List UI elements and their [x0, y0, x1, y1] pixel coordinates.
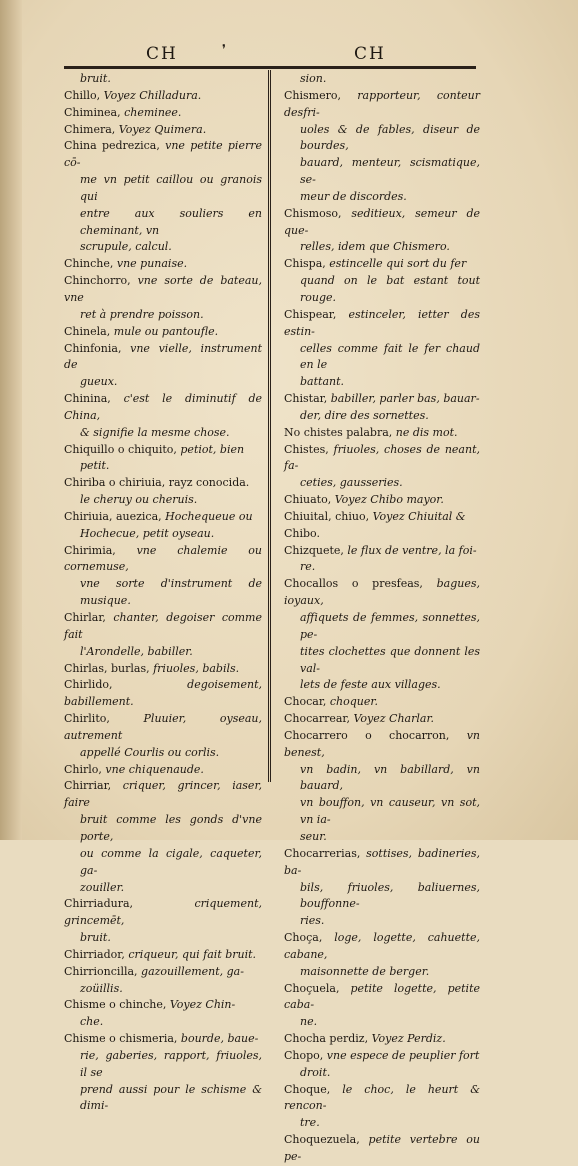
headword: Chocha perdiz, [284, 1032, 372, 1046]
definition: vne sorte d'instrument de musique. [80, 577, 262, 608]
dictionary-line [64, 122, 262, 139]
dictionary-line [284, 155, 480, 189]
dictionary-line [284, 829, 480, 846]
definition: seur. [300, 829, 327, 843]
dictionary-line [284, 543, 480, 560]
dictionary-line [284, 711, 480, 728]
dictionary-line [64, 1014, 262, 1031]
headword: Chinchorro, [64, 274, 138, 288]
dictionary-line [284, 442, 480, 476]
dictionary-line [284, 509, 480, 526]
headword: Chirriador, [64, 947, 129, 961]
definition: friuoles, babils. [153, 661, 240, 675]
header-ornament: ❜ [222, 42, 226, 56]
dictionary-line [284, 694, 480, 711]
definition: zoüillis. [80, 981, 123, 995]
dictionary-line [64, 88, 262, 105]
dictionary-line [284, 391, 480, 408]
dictionary-line [284, 492, 480, 509]
dictionary-line [284, 425, 480, 442]
dictionary-line [64, 307, 262, 324]
dictionary-line [284, 526, 480, 543]
headword: Chistar, [284, 392, 331, 406]
dictionary-line [64, 1048, 262, 1082]
definition: bourde, baue- [180, 1032, 259, 1046]
headword: Chinela, [64, 324, 114, 338]
definition: che. [80, 1015, 104, 1029]
definition: l'Arondelle, babiller. [80, 644, 193, 658]
dictionary-line [284, 728, 480, 762]
definition: gazouillement, ga- [141, 964, 244, 978]
dictionary-line [64, 1082, 262, 1116]
headword: Chinche, [64, 257, 117, 271]
dictionary-line [64, 391, 262, 425]
dictionary-line [284, 475, 480, 492]
dictionary-line [284, 122, 480, 156]
headword: Choquezuela, [284, 1133, 369, 1147]
definition: estinceler, ietter des estin- [284, 307, 480, 338]
definition: vn bouffon, vn causeur, vn sot, vn ia- [300, 796, 480, 827]
definition: rapporteur, conteur desfri- [284, 88, 480, 119]
definition: Voyez Chilladura. [103, 88, 202, 102]
definition: Hochecue, petit oyseau. [80, 526, 215, 540]
definition: & signifie la mesme chose. [80, 425, 230, 439]
headword: Chinina, [64, 392, 124, 406]
dictionary-line [64, 458, 262, 475]
headword: Chocarrero o chocarron, [284, 728, 467, 742]
definition: tre. [300, 1116, 320, 1130]
dictionary-line [284, 88, 480, 122]
definition: cheminee. [124, 105, 182, 119]
definition: ries. [300, 914, 325, 928]
headword: Chismoso, [284, 206, 352, 220]
dictionary-line [284, 913, 480, 930]
dictionary-line [284, 930, 480, 964]
definition: ne dis mot. [395, 425, 458, 439]
right-column [284, 71, 480, 1166]
header-right: CH [354, 44, 386, 64]
dictionary-line [284, 1031, 480, 1048]
dictionary-line [284, 964, 480, 981]
dictionary-line [284, 644, 480, 678]
headword: Chopo, [284, 1048, 327, 1062]
dictionary-line [284, 610, 480, 644]
dictionary-line [284, 1082, 480, 1116]
dictionary-line [284, 374, 480, 391]
headword: Chocarrerias, [284, 846, 367, 860]
definition: Voyez Chin- [169, 998, 236, 1012]
definition: ou comme la cigale, caqueter, ga- [80, 846, 262, 877]
headword: Chocar, [284, 695, 330, 709]
definition: vn benest, [284, 728, 480, 759]
definition: scrupule, calcul. [80, 240, 172, 254]
definition: petit. [80, 459, 110, 473]
definition: ne. [300, 1015, 318, 1029]
definition: Voyez Chiuital & [372, 509, 466, 523]
column-divider [268, 70, 271, 782]
dictionary-line [284, 1065, 480, 1082]
dictionary-line [284, 1115, 480, 1132]
definition: vne espece de peuplier fort [326, 1048, 480, 1062]
definition: le choc, le heurt & rencon- [284, 1082, 480, 1113]
definition: me vn petit caillou ou granois qui [80, 173, 262, 203]
headword: Chismero, [284, 88, 358, 102]
headword: Chiuato, [284, 493, 335, 507]
dictionary-line [284, 846, 480, 880]
definition: Voyez Chibo mayor. [334, 493, 444, 507]
headword: Chirlito, [64, 712, 144, 726]
dictionary-line [64, 964, 262, 981]
headword: Chiriuia, auezica, [64, 509, 166, 523]
definition: relles, idem que Chismero. [300, 240, 450, 254]
dictionary-line [64, 981, 262, 998]
dictionary-line [64, 509, 262, 526]
dictionary-line [64, 341, 262, 375]
definition: bils, friuoles, baliuernes, bouffonne- [300, 880, 480, 911]
headword: China pedrezica, [64, 139, 166, 153]
definition: droit. [300, 1065, 331, 1079]
definition: meur de discordes. [300, 189, 407, 203]
headword: Chocallos o presfeas, [284, 577, 437, 591]
definition: battant. [300, 375, 344, 389]
headword: Chistes, [284, 442, 334, 456]
definition: ceties, gausseries. [300, 476, 403, 490]
definition: loge, logette, cahuette, cabane, [284, 931, 480, 961]
headword: Chiquillo o chiquito, [64, 442, 181, 456]
definition: degoisement, babillement. [64, 678, 262, 709]
definition: sottises, badineries, ba- [284, 846, 480, 877]
dictionary-line [64, 425, 262, 442]
dictionary-line [64, 324, 262, 341]
definition: bagues, ioyaux, [284, 577, 480, 608]
definition: affiquets de femmes, sonnettes, pe- [300, 611, 480, 641]
definition: bauard, menteur, scismatique, se- [300, 156, 480, 187]
dictionary-line [64, 442, 262, 459]
dictionary-line [284, 307, 480, 341]
header-rule [64, 66, 476, 69]
headword: Chirriar, [64, 779, 123, 793]
definition: vne chalemie ou cornemuse, [64, 543, 262, 574]
definition: babiller, parler bas, bauar- [330, 392, 480, 406]
dictionary-line [284, 880, 480, 914]
definition: Voyez Perdiz. [371, 1032, 446, 1046]
dictionary-line [64, 1031, 262, 1048]
headword: Chirriadura, [64, 897, 195, 911]
dictionary-line [64, 846, 262, 880]
headword: Chibo. [284, 526, 320, 540]
headword: Chispear, [284, 307, 349, 321]
definition: petiot, bien [180, 442, 245, 456]
definition: petite vertebre ou pe- [284, 1133, 480, 1163]
dictionary-line [64, 543, 262, 577]
headword: Chirlas, burlas, [64, 661, 154, 675]
dictionary-line [64, 762, 262, 779]
dictionary-line [64, 138, 262, 172]
dictionary-line [64, 812, 262, 846]
definition: chanter, degoiser comme fait [64, 611, 262, 641]
headword: Choça, [284, 931, 335, 945]
dictionary-line [284, 1014, 480, 1031]
dictionary-line [284, 677, 480, 694]
dictionary-line [284, 576, 480, 610]
dictionary-line [64, 526, 262, 543]
dictionary-line [284, 256, 480, 273]
dictionary-line [64, 475, 262, 492]
dictionary-line [284, 1048, 480, 1065]
definition: uoles & de fables, diseur de bourdes, [300, 122, 480, 153]
headword: Chiriba o chiriuia, rayz conocida. [64, 476, 250, 490]
dictionary-line [64, 374, 262, 391]
definition: vne petite pierre cō- [64, 139, 262, 170]
definition: re. [300, 560, 316, 574]
dictionary-line [284, 795, 480, 829]
definition: seditieux, semeur de que- [284, 206, 480, 237]
headword: Chispa, [284, 257, 330, 271]
headword: Chillo, [64, 88, 104, 102]
definition: Hochequeue ou [165, 509, 253, 523]
headword: Chirrioncilla, [64, 964, 142, 978]
definition: gueux. [80, 375, 118, 389]
dictionary-line [284, 408, 480, 425]
headword: Chocarrear, [284, 712, 354, 726]
definition: Pluuier, oyseau, autrement [64, 712, 262, 742]
headword: Chirlido, [64, 678, 188, 692]
dictionary-line [284, 981, 480, 1015]
definition: quand on le bat estant tout rouge. [300, 274, 480, 304]
definition: le cheruy ou cheruis. [80, 493, 198, 507]
dictionary-line [64, 661, 262, 678]
dictionary-line [64, 930, 262, 947]
dictionary-line [64, 576, 262, 610]
dictionary-line [64, 997, 262, 1014]
dictionary-line [284, 559, 480, 576]
headword: No chistes palabra, [284, 425, 396, 439]
definition: criqueur, qui fait bruit. [128, 947, 257, 961]
dictionary-line [284, 762, 480, 796]
definition: friuoles, choses de neant, fa- [284, 442, 480, 473]
headword: Chizquete, [284, 543, 348, 557]
dictionary-line [64, 610, 262, 644]
headword: Chirlar, [64, 611, 114, 624]
headword: Chirimia, [64, 543, 137, 557]
dictionary-line [64, 745, 262, 762]
dictionary-line [284, 341, 480, 375]
dictionary-line [64, 239, 262, 256]
definition: maisonnette de berger. [300, 964, 430, 978]
definition: Voyez Quimera. [118, 122, 207, 136]
headword: Chiminea, [64, 105, 125, 119]
headword: Choque, [284, 1082, 343, 1096]
definition: bruit. [80, 72, 111, 85]
definition: ret à prendre poisson. [80, 307, 204, 321]
definition: appellé Courlis ou corlis. [80, 745, 220, 759]
dictionary-line [64, 644, 262, 661]
header-left: CH [146, 44, 178, 64]
dictionary-line [64, 677, 262, 711]
dictionary-line [64, 71, 262, 88]
headword: Chiuital, chiuo, [284, 509, 373, 523]
dictionary-line [64, 896, 262, 930]
definition: bruit comme les gonds d'vne porte, [80, 813, 262, 843]
headword: Chisme o chinche, [64, 998, 170, 1012]
definition: bruit. [80, 931, 111, 945]
dictionary-line [284, 189, 480, 206]
dictionary-line [64, 172, 262, 206]
dictionary-line [284, 239, 480, 256]
dictionary-line [64, 778, 262, 812]
definition: vne chiquenaude. [105, 762, 204, 776]
definition: celles comme fait le fer chaud en le [300, 341, 480, 372]
definition: lets de feste aux villages. [300, 678, 441, 692]
definition: zouiller. [80, 880, 125, 894]
dictionary-line [284, 71, 480, 88]
headword: Chinfonia, [64, 341, 131, 355]
definition: vn badin, vn babillard, vn bauard, [300, 762, 480, 793]
definition: rie, gaberies, rapport, friuoles, il se [80, 1048, 262, 1079]
headword: Chimera, [64, 122, 119, 136]
dictionary-line [284, 273, 480, 307]
definition: der, dire des sornettes. [300, 408, 429, 422]
definition: le flux de ventre, la foi- [347, 543, 477, 557]
definition: tites clochettes que donnent les val- [300, 644, 480, 675]
definition: vne vielle, instrument de [64, 341, 263, 372]
definition: petite logette, petite caba- [284, 981, 481, 1012]
dictionary-line [64, 273, 262, 307]
definition: sion. [300, 72, 327, 85]
definition: mule ou pantoufle. [113, 324, 219, 338]
definition: criquement, grincemēt, [64, 897, 262, 928]
definition: criquer, grincer, iaser, faire [64, 779, 262, 810]
definition: vne punaise. [116, 257, 188, 271]
dictionary-line [64, 206, 262, 240]
dictionary-line [64, 947, 262, 964]
headword: Chirlo, [64, 762, 106, 776]
definition: Voyez Charlar. [353, 712, 434, 726]
dictionary-line [64, 711, 262, 745]
dictionary-line [284, 1132, 480, 1166]
definition: vne sorte de bateau, vne [64, 274, 262, 304]
dictionary-line [64, 256, 262, 273]
definition: entre aux souliers en cheminant, vn [80, 206, 262, 237]
left-column [64, 71, 262, 1115]
definition: estincelle qui sort du fer [329, 257, 467, 271]
headword: Choçuela, [284, 981, 351, 995]
dictionary-line [64, 105, 262, 122]
dictionary-line [64, 880, 262, 897]
dictionary-line [284, 206, 480, 240]
headword: Chisme o chismeria, [64, 1032, 181, 1046]
page-gutter-shadow [0, 0, 22, 840]
definition: prend aussi pour le schisme & dimi- [80, 1082, 262, 1113]
dictionary-line [64, 492, 262, 509]
running-header [64, 44, 476, 68]
definition: c'est le diminutif de China, [64, 392, 262, 422]
definition: choquer. [329, 695, 378, 709]
